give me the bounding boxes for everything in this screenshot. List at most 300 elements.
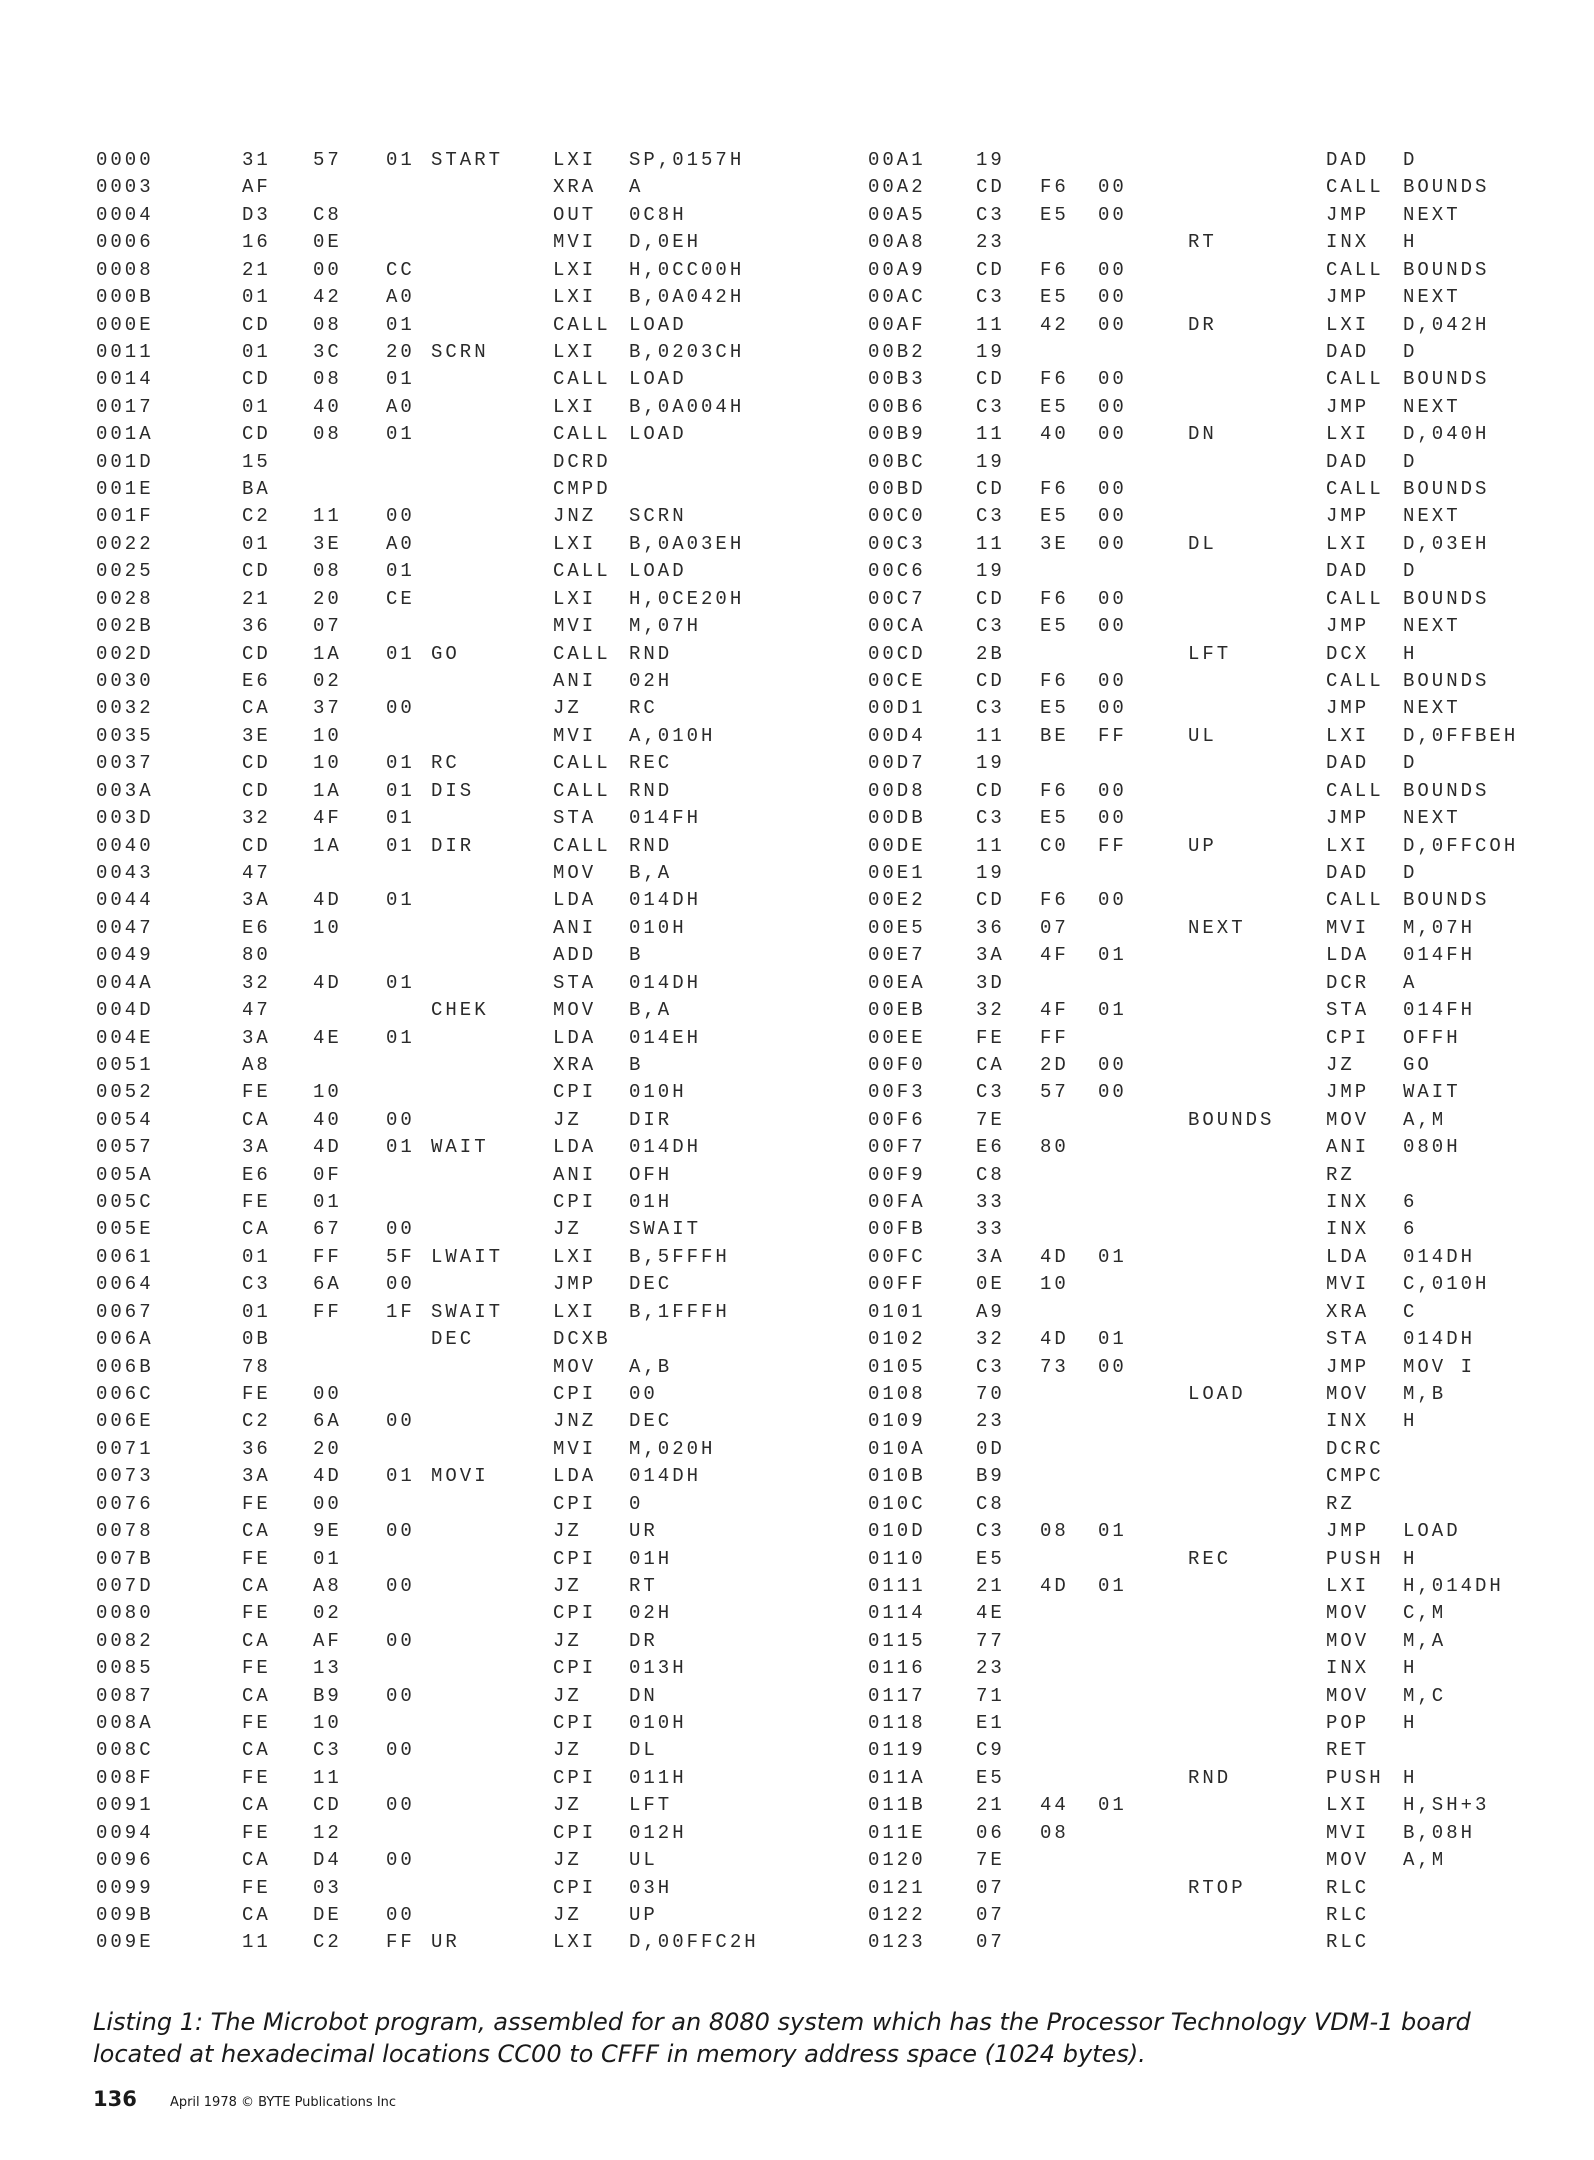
- address: 0082: [96, 1629, 154, 1652]
- byte1: 21: [976, 1794, 1005, 1817]
- byte2: F6: [1040, 889, 1069, 912]
- address: 010C: [868, 1492, 926, 1515]
- address: 0022: [96, 532, 154, 555]
- operand: LOAD: [1403, 1520, 1461, 1543]
- address: 00D7: [868, 752, 926, 775]
- operand: 014EH: [629, 1026, 702, 1049]
- operand: D,042H: [1403, 313, 1490, 336]
- byte3: 00: [1098, 587, 1127, 610]
- address: 004E: [96, 1026, 154, 1049]
- operand: BOUNDS: [1403, 889, 1490, 912]
- byte1: FE: [242, 1492, 271, 1515]
- byte2: 4D: [313, 971, 342, 994]
- byte1: 23: [976, 1657, 1005, 1680]
- mnemonic: MVI: [1326, 916, 1370, 939]
- byte3: 20: [386, 340, 415, 363]
- operand: D,03EH: [1403, 532, 1490, 555]
- mnemonic: CALL: [553, 423, 611, 446]
- mnemonic: JMP: [1326, 286, 1370, 309]
- operand: 012H: [629, 1821, 687, 1844]
- byte2: 40: [313, 1108, 342, 1131]
- operand: B,A: [629, 861, 673, 884]
- address: 0004: [96, 203, 154, 226]
- mnemonic: JMP: [1326, 1520, 1370, 1543]
- byte2: 57: [1040, 1081, 1069, 1104]
- byte1: FE: [242, 1382, 271, 1405]
- address: 0076: [96, 1492, 154, 1515]
- mnemonic: DCRC: [1326, 1437, 1384, 1460]
- mnemonic: DAD: [1326, 560, 1370, 583]
- mnemonic: CPI: [553, 1382, 597, 1405]
- operand: RT: [629, 1574, 658, 1597]
- mnemonic: LDA: [553, 1136, 597, 1159]
- operand: D: [1403, 752, 1418, 775]
- label: MOVI: [431, 1465, 489, 1488]
- label: RC: [431, 752, 460, 775]
- byte3: 00: [1098, 258, 1127, 281]
- operand: UP: [629, 1904, 658, 1926]
- operand: REC: [629, 752, 673, 775]
- operand: NEXT: [1403, 505, 1461, 528]
- address: 0044: [96, 889, 154, 912]
- byte2: 0F: [313, 1163, 342, 1186]
- byte1: 21: [242, 258, 271, 281]
- label: GO: [431, 642, 460, 665]
- byte2: 4D: [1040, 1245, 1069, 1268]
- byte1: 36: [242, 615, 271, 638]
- byte2: 9E: [313, 1520, 342, 1543]
- byte2: 0E: [313, 231, 342, 254]
- operand: BOUNDS: [1403, 478, 1490, 501]
- label: CHEK: [431, 999, 489, 1022]
- operand: B,5FFFH: [629, 1245, 730, 1268]
- operand: A,B: [629, 1355, 673, 1378]
- byte3: 00: [1098, 313, 1127, 336]
- byte3: 01: [386, 642, 415, 665]
- address: 0051: [96, 1053, 154, 1076]
- operand: RC: [629, 697, 658, 720]
- address: 0071: [96, 1437, 154, 1460]
- mnemonic: JMP: [1326, 697, 1370, 720]
- address: 0057: [96, 1136, 154, 1159]
- operand: 02H: [629, 1602, 673, 1625]
- mnemonic: LDA: [553, 1465, 597, 1488]
- byte3: 00: [1098, 1355, 1127, 1378]
- label: DIS: [431, 779, 475, 802]
- mnemonic: JZ: [553, 1574, 582, 1597]
- address: 001D: [96, 450, 154, 473]
- mnemonic: DCX: [1326, 642, 1370, 665]
- byte2: DE: [313, 1904, 342, 1926]
- address: 0014: [96, 368, 154, 391]
- byte2: E5: [1040, 286, 1069, 309]
- page-footer: [93, 2087, 396, 2111]
- byte1: 0B: [242, 1328, 271, 1351]
- byte1: CD: [976, 779, 1005, 802]
- mnemonic: JZ: [553, 1849, 582, 1872]
- mnemonic: CPI: [553, 1602, 597, 1625]
- byte1: C3: [976, 1355, 1005, 1378]
- operand: M,07H: [1403, 916, 1476, 939]
- byte2: 20: [313, 587, 342, 610]
- byte1: 19: [976, 560, 1005, 583]
- operand: SP,0157H: [629, 149, 745, 171]
- byte1: 4E: [976, 1602, 1005, 1625]
- address: 001A: [96, 423, 154, 446]
- operand: NEXT: [1403, 697, 1461, 720]
- byte1: C3: [976, 286, 1005, 309]
- mnemonic: ANI: [553, 1163, 597, 1186]
- byte2: E5: [1040, 395, 1069, 418]
- address: 0123: [868, 1931, 926, 1954]
- operand: NEXT: [1403, 203, 1461, 226]
- byte2: E5: [1040, 807, 1069, 830]
- address: 00DE: [868, 834, 926, 857]
- mnemonic: DAD: [1326, 340, 1370, 363]
- address: 0102: [868, 1328, 926, 1351]
- mnemonic: MVI: [1326, 1821, 1370, 1844]
- mnemonic: ANI: [553, 670, 597, 693]
- address: 0049: [96, 944, 154, 967]
- operand: 0: [629, 1492, 644, 1515]
- mnemonic: DCRD: [553, 450, 611, 473]
- mnemonic: MOV: [1326, 1849, 1370, 1872]
- operand: 013H: [629, 1657, 687, 1680]
- label: NEXT: [1188, 916, 1246, 939]
- mnemonic: CALL: [1326, 368, 1384, 391]
- byte3: 01: [386, 1026, 415, 1049]
- byte3: 01: [386, 368, 415, 391]
- operand: 014DH: [629, 1136, 702, 1159]
- byte1: 33: [976, 1191, 1005, 1214]
- byte3: 00: [386, 1684, 415, 1707]
- byte1: CD: [242, 752, 271, 775]
- byte2: F6: [1040, 368, 1069, 391]
- byte1: 32: [976, 999, 1005, 1022]
- mnemonic: INX: [1326, 1410, 1370, 1433]
- address: 0111: [868, 1574, 926, 1597]
- address: 0080: [96, 1602, 154, 1625]
- mnemonic: LXI: [1326, 1574, 1370, 1597]
- byte1: C9: [976, 1739, 1005, 1762]
- byte1: 71: [976, 1684, 1005, 1707]
- byte1: CA: [976, 1053, 1005, 1076]
- operand: M,A: [1403, 1629, 1447, 1652]
- address: 00C6: [868, 560, 926, 583]
- byte1: 11: [976, 423, 1005, 446]
- byte2: C8: [313, 203, 342, 226]
- byte1: 0E: [976, 1273, 1005, 1296]
- mnemonic: JZ: [553, 1739, 582, 1762]
- byte2: 20: [313, 1437, 342, 1460]
- byte1: CD: [242, 368, 271, 391]
- mnemonic: CPI: [553, 1712, 597, 1735]
- mnemonic: RZ: [1326, 1492, 1355, 1515]
- mnemonic: MVI: [553, 231, 597, 254]
- address: 0105: [868, 1355, 926, 1378]
- byte1: 07: [976, 1931, 1005, 1954]
- mnemonic: DAD: [1326, 752, 1370, 775]
- byte2: F6: [1040, 478, 1069, 501]
- byte1: FE: [976, 1026, 1005, 1049]
- mnemonic: CPI: [553, 1821, 597, 1844]
- byte3: 00: [386, 1629, 415, 1652]
- mnemonic: XRA: [553, 1053, 597, 1076]
- byte1: CA: [242, 697, 271, 720]
- address: 008C: [96, 1739, 154, 1762]
- address: 010B: [868, 1465, 926, 1488]
- byte1: C3: [976, 203, 1005, 226]
- address: 0073: [96, 1465, 154, 1488]
- address: 00F6: [868, 1108, 926, 1131]
- address: 00B9: [868, 423, 926, 446]
- operand: H,SH+3: [1403, 1794, 1490, 1817]
- address: 0117: [868, 1684, 926, 1707]
- byte1: CD: [976, 670, 1005, 693]
- byte1: CA: [242, 1849, 271, 1872]
- byte2: 4D: [1040, 1574, 1069, 1597]
- mnemonic: CALL: [553, 752, 611, 775]
- byte1: FE: [242, 1712, 271, 1735]
- byte2: 4D: [313, 1465, 342, 1488]
- byte1: C3: [976, 395, 1005, 418]
- byte2: B9: [313, 1684, 342, 1707]
- operand: LFT: [629, 1794, 673, 1817]
- address: 00BC: [868, 450, 926, 473]
- address: 008F: [96, 1766, 154, 1789]
- operand: M,020H: [629, 1437, 716, 1460]
- address: 007D: [96, 1574, 154, 1597]
- address: 0054: [96, 1108, 154, 1131]
- address: 0032: [96, 697, 154, 720]
- address: 00E5: [868, 916, 926, 939]
- operand: UR: [629, 1520, 658, 1543]
- address: 0043: [96, 861, 154, 884]
- byte1: FE: [242, 1766, 271, 1789]
- address: 0008: [96, 258, 154, 281]
- operand: WAIT: [1403, 1081, 1461, 1104]
- address: 00FF: [868, 1273, 926, 1296]
- mnemonic: LXI: [553, 1245, 597, 1268]
- operand: LOAD: [629, 313, 687, 336]
- address: 00C0: [868, 505, 926, 528]
- mnemonic: ADD: [553, 944, 597, 967]
- byte2: 4F: [1040, 944, 1069, 967]
- mnemonic: JMP: [1326, 1081, 1370, 1104]
- mnemonic: PUSH: [1326, 1766, 1384, 1789]
- byte3: 00: [1098, 1053, 1127, 1076]
- byte2: D4: [313, 1849, 342, 1872]
- byte3: 01: [1098, 1245, 1127, 1268]
- byte2: 00: [313, 1382, 342, 1405]
- byte2: E5: [1040, 697, 1069, 720]
- address: 003A: [96, 779, 154, 802]
- byte1: C3: [976, 615, 1005, 638]
- address: 00DB: [868, 807, 926, 830]
- byte2: 2D: [1040, 1053, 1069, 1076]
- label: SCRN: [431, 340, 489, 363]
- byte1: 19: [976, 861, 1005, 884]
- address: 007B: [96, 1547, 154, 1570]
- label: DEC: [431, 1328, 475, 1351]
- operand: D,00FFC2H: [629, 1931, 759, 1954]
- byte3: CE: [386, 587, 415, 610]
- label: RND: [1188, 1766, 1232, 1789]
- address: 010D: [868, 1520, 926, 1543]
- label: RT: [1188, 231, 1217, 254]
- operand: B,1FFFH: [629, 1300, 730, 1323]
- operand: 011H: [629, 1766, 687, 1789]
- byte3: 00: [1098, 423, 1127, 446]
- byte1: B9: [976, 1465, 1005, 1488]
- byte1: 3D: [976, 971, 1005, 994]
- operand: B,0203CH: [629, 340, 745, 363]
- mnemonic: JMP: [1326, 807, 1370, 830]
- byte1: E6: [242, 1163, 271, 1186]
- byte1: C3: [242, 1273, 271, 1296]
- byte2: C3: [313, 1739, 342, 1762]
- operand: 6: [1403, 1218, 1418, 1241]
- byte1: 11: [976, 313, 1005, 336]
- mnemonic: DAD: [1326, 149, 1370, 171]
- mnemonic: JNZ: [553, 1410, 597, 1433]
- byte3: 00: [1098, 203, 1127, 226]
- operand: 014FH: [1403, 944, 1476, 967]
- byte2: 08: [1040, 1520, 1069, 1543]
- address: 00CA: [868, 615, 926, 638]
- mnemonic: MOV: [1326, 1602, 1370, 1625]
- byte1: CD: [976, 889, 1005, 912]
- mnemonic: ANI: [1326, 1136, 1370, 1159]
- byte2: 37: [313, 697, 342, 720]
- operand: 014FH: [629, 807, 702, 830]
- mnemonic: CALL: [1326, 779, 1384, 802]
- operand: D,040H: [1403, 423, 1490, 446]
- operand: A,010H: [629, 724, 716, 747]
- address: 006A: [96, 1328, 154, 1351]
- mnemonic: XRA: [553, 176, 597, 199]
- byte2: 3E: [1040, 532, 1069, 555]
- mnemonic: LXI: [553, 258, 597, 281]
- mnemonic: JZ: [553, 1904, 582, 1926]
- operand: H,014DH: [1403, 1574, 1504, 1597]
- byte1: E6: [242, 916, 271, 939]
- byte1: 01: [242, 340, 271, 363]
- byte1: CD: [976, 478, 1005, 501]
- label: UL: [1188, 724, 1217, 747]
- byte1: CA: [242, 1520, 271, 1543]
- address: 004A: [96, 971, 154, 994]
- byte1: FE: [242, 1876, 271, 1899]
- address: 0035: [96, 724, 154, 747]
- operand: D,0EH: [629, 231, 702, 254]
- byte1: 80: [242, 944, 271, 967]
- byte1: CD: [242, 779, 271, 802]
- byte3: 01: [1098, 1794, 1127, 1817]
- byte1: 3A: [242, 1465, 271, 1488]
- operand: BOUNDS: [1403, 779, 1490, 802]
- byte3: 00: [1098, 889, 1127, 912]
- mnemonic: JMP: [1326, 505, 1370, 528]
- byte2: E5: [1040, 505, 1069, 528]
- mnemonic: CALL: [553, 834, 611, 857]
- mnemonic: LXI: [553, 286, 597, 309]
- mnemonic: RLC: [1326, 1904, 1370, 1926]
- label: DR: [1188, 313, 1217, 336]
- address: 0085: [96, 1657, 154, 1680]
- byte1: CA: [242, 1218, 271, 1241]
- byte2: 08: [313, 560, 342, 583]
- byte3: 00: [386, 1218, 415, 1241]
- mnemonic: OUT: [553, 203, 597, 226]
- address: 0087: [96, 1684, 154, 1707]
- byte3: A0: [386, 395, 415, 418]
- byte2: F6: [1040, 587, 1069, 610]
- mnemonic: LDA: [553, 889, 597, 912]
- mnemonic: CALL: [1326, 889, 1384, 912]
- byte3: 01: [386, 779, 415, 802]
- byte2: 1A: [313, 779, 342, 802]
- byte1: 19: [976, 752, 1005, 775]
- byte2: 4D: [313, 1136, 342, 1159]
- operand: 03H: [629, 1876, 673, 1899]
- operand: SCRN: [629, 505, 687, 528]
- operand: 010H: [629, 1081, 687, 1104]
- byte1: CD: [242, 313, 271, 336]
- mnemonic: MOV: [553, 1355, 597, 1378]
- byte1: 78: [242, 1355, 271, 1378]
- byte3: CC: [386, 258, 415, 281]
- byte1: 3E: [242, 724, 271, 747]
- operand: A: [1403, 971, 1418, 994]
- mnemonic: CALL: [1326, 478, 1384, 501]
- byte3: 01: [386, 971, 415, 994]
- address: 00D8: [868, 779, 926, 802]
- byte2: E5: [1040, 615, 1069, 638]
- byte2: FF: [1040, 1026, 1069, 1049]
- operand: H: [1403, 1657, 1418, 1680]
- label: DIR: [431, 834, 475, 857]
- operand: 01H: [629, 1191, 673, 1214]
- address: 00A5: [868, 203, 926, 226]
- byte1: CA: [242, 1794, 271, 1817]
- byte3: 00: [1098, 478, 1127, 501]
- byte3: 01: [386, 834, 415, 857]
- address: 0122: [868, 1904, 926, 1926]
- byte2: 67: [313, 1218, 342, 1241]
- byte3: 00: [1098, 670, 1127, 693]
- byte1: 3A: [242, 1136, 271, 1159]
- byte1: E6: [242, 670, 271, 693]
- mnemonic: LXI: [1326, 724, 1370, 747]
- address: 0120: [868, 1849, 926, 1872]
- byte2: 02: [313, 1602, 342, 1625]
- operand: LOAD: [629, 368, 687, 391]
- operand: DL: [629, 1739, 658, 1762]
- byte2: FF: [313, 1245, 342, 1268]
- byte1: 47: [242, 861, 271, 884]
- address: 0040: [96, 834, 154, 857]
- byte1: CA: [242, 1574, 271, 1597]
- byte1: A9: [976, 1300, 1005, 1323]
- byte1: 47: [242, 999, 271, 1022]
- mnemonic: MOV: [1326, 1108, 1370, 1131]
- operand: RND: [629, 834, 673, 857]
- address: 011B: [868, 1794, 926, 1817]
- byte3: 01: [386, 752, 415, 775]
- operand: D: [1403, 340, 1418, 363]
- address: 009E: [96, 1931, 154, 1954]
